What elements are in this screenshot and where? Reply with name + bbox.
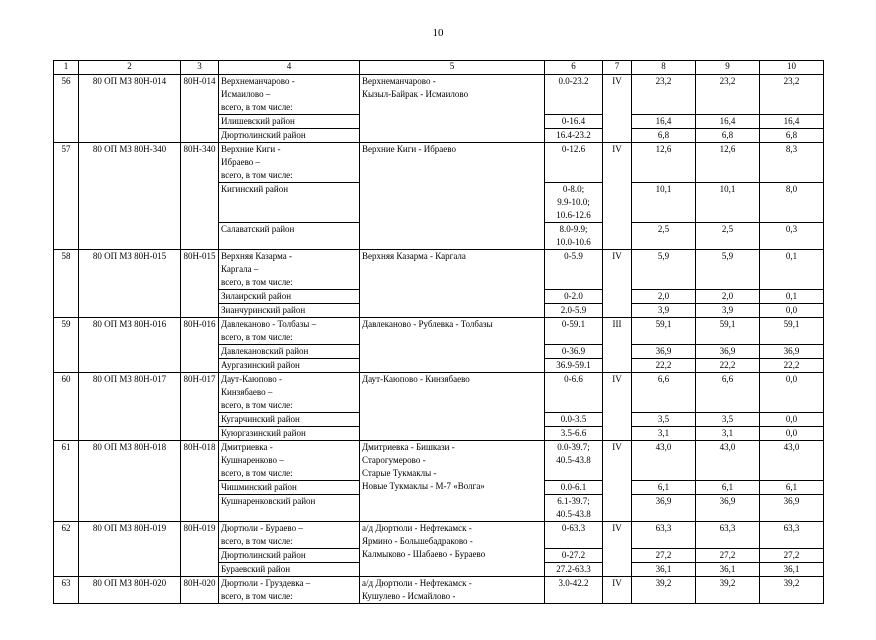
value-col9: 5,9 xyxy=(696,250,760,290)
road-route: а/д Дюртюли - Нефтекамск - Кушулево - Исмайлово - xyxy=(360,577,545,604)
district-value-col10: 36,9 xyxy=(760,345,824,359)
district-value-col9: 2,5 xyxy=(696,223,760,250)
district-value-col10: 36,1 xyxy=(760,563,824,577)
road-route: Верхние Киги - Ибраево xyxy=(360,143,545,250)
km-range: 3.0-42.2 xyxy=(545,577,603,604)
value-col8: 43,0 xyxy=(632,441,696,481)
column-header: 8 xyxy=(632,61,696,75)
road-code: 80Н-014 xyxy=(181,75,219,143)
district-value-col8: 3,1 xyxy=(632,427,696,441)
value-col10: 8,3 xyxy=(760,143,824,183)
table-row xyxy=(54,75,824,115)
district-value-col10: 0,0 xyxy=(760,427,824,441)
km-range: 0-63.3 xyxy=(545,522,603,549)
table-row xyxy=(54,577,824,604)
district-name: Куюргазинский район xyxy=(219,427,360,441)
district-value-col9: 3,9 xyxy=(696,304,760,318)
district-value-col8: 36,1 xyxy=(632,563,696,577)
district-value-col10: 6,1 xyxy=(760,481,824,495)
district-km-range: 0-16.4 xyxy=(545,115,603,129)
district-km-range: 8.0-9.9; 10.0-10.6 xyxy=(545,223,603,250)
row-number: 59 xyxy=(54,318,79,373)
column-header: 7 xyxy=(603,61,632,75)
district-name: Чишминский район xyxy=(219,481,360,495)
value-col8: 59,1 xyxy=(632,318,696,345)
district-value-col8: 2,5 xyxy=(632,223,696,250)
column-header: 3 xyxy=(181,61,219,75)
value-col10: 0,0 xyxy=(760,373,824,413)
road-id: 80 ОП МЗ 80Н-340 xyxy=(79,143,181,250)
district-km-range: 3.5-6.6 xyxy=(545,427,603,441)
road-name: Даут-Каюпово - Кинзябаево – всего, в том числе: xyxy=(219,373,360,413)
value-col10: 63,3 xyxy=(760,522,824,549)
value-col9: 23,2 xyxy=(696,75,760,115)
row-number: 56 xyxy=(54,75,79,143)
table-row xyxy=(54,373,824,413)
value-col9: 59,1 xyxy=(696,318,760,345)
district-value-col10: 16,4 xyxy=(760,115,824,129)
road-name: Верхние Киги - Ибраево – всего, в том числе: xyxy=(219,143,360,183)
district-name: Кугарчинский район xyxy=(219,413,360,427)
road-route: Верхнеманчарово - Кызыл-Байрак - Исмаилово xyxy=(360,75,545,143)
row-number: 62 xyxy=(54,522,79,577)
row-number: 58 xyxy=(54,250,79,318)
district-value-col9: 6,8 xyxy=(696,129,760,143)
district-value-col9: 22,2 xyxy=(696,359,760,373)
district-value-col9: 2,0 xyxy=(696,290,760,304)
district-value-col9: 27,2 xyxy=(696,549,760,563)
road-category: IV xyxy=(603,522,632,577)
road-route: Даут-Каюпово - Кинзябаево xyxy=(360,373,545,441)
road-code: 80Н-019 xyxy=(181,522,219,577)
value-col10: 43,0 xyxy=(760,441,824,481)
road-category: IV xyxy=(603,373,632,441)
district-name: Дюртюлинский район xyxy=(219,129,360,143)
road-name: Дюртюли - Груздевка – всего, в том числе: xyxy=(219,577,360,604)
road-category: III xyxy=(603,318,632,373)
road-code: 80Н-016 xyxy=(181,318,219,373)
district-km-range: 36.9-59.1 xyxy=(545,359,603,373)
district-value-col9: 3,1 xyxy=(696,427,760,441)
district-value-col8: 36,9 xyxy=(632,495,696,522)
district-km-range: 16.4-23.2 xyxy=(545,129,603,143)
district-value-col8: 22,2 xyxy=(632,359,696,373)
road-code: 80Н-020 xyxy=(181,577,219,604)
district-value-col9: 36,9 xyxy=(696,345,760,359)
district-value-col10: 27,2 xyxy=(760,549,824,563)
km-range: 0-6.6 xyxy=(545,373,603,413)
road-id: 80 ОП МЗ 80Н-015 xyxy=(79,250,181,318)
road-route: Верхняя Казарма - Каргала xyxy=(360,250,545,318)
road-code: 80Н-340 xyxy=(181,143,219,250)
road-category: IV xyxy=(603,441,632,522)
road-category: IV xyxy=(603,250,632,318)
road-name: Верхнеманчарово - Исмаилово – всего, в том числе: xyxy=(219,75,360,115)
district-name: Зианчуринский район xyxy=(219,304,360,318)
district-value-col10: 22,2 xyxy=(760,359,824,373)
district-value-col10: 6,8 xyxy=(760,129,824,143)
district-value-col9: 6,1 xyxy=(696,481,760,495)
value-col9: 43,0 xyxy=(696,441,760,481)
road-category: IV xyxy=(603,577,632,604)
district-km-range: 0-2.0 xyxy=(545,290,603,304)
page-number: 10 xyxy=(432,27,444,39)
road-category: IV xyxy=(603,143,632,250)
road-id: 80 ОП МЗ 80Н-017 xyxy=(79,373,181,441)
column-header: 2 xyxy=(79,61,181,75)
district-name: Илишевский район xyxy=(219,115,360,129)
column-header: 1 xyxy=(54,61,79,75)
district-value-col8: 6,1 xyxy=(632,481,696,495)
column-header: 5 xyxy=(360,61,545,75)
roads-table xyxy=(53,60,824,604)
value-col8: 63,3 xyxy=(632,522,696,549)
value-col9: 12,6 xyxy=(696,143,760,183)
km-range: 0.0-39.7; 40.5-43.8 xyxy=(545,441,603,481)
row-number: 61 xyxy=(54,441,79,522)
road-route: а/д Дюртюли - Нефтекамск - Ярмино - Большебадраково - Калмыково - Шабаево - Бураево xyxy=(360,522,545,577)
road-route: Дмитриевка - Бишкази - Старогумерово - Старые Тукмаклы - Новые Тукмаклы - М-7 «Волга» xyxy=(360,441,545,522)
value-col8: 5,9 xyxy=(632,250,696,290)
row-number: 57 xyxy=(54,143,79,250)
district-value-col10: 8,0 xyxy=(760,183,824,223)
district-km-range: 0.0-6.1 xyxy=(545,481,603,495)
district-km-range: 2.0-5.9 xyxy=(545,304,603,318)
district-name: Салаватский район xyxy=(219,223,360,250)
value-col10: 59,1 xyxy=(760,318,824,345)
km-range: 0.0-23.2 xyxy=(545,75,603,115)
district-km-range: 0-27.2 xyxy=(545,549,603,563)
district-km-range: 0-36.9 xyxy=(545,345,603,359)
road-name: Давлеканово - Толбазы – всего, в том числе: xyxy=(219,318,360,345)
road-name: Дмитриевка - Кушнаренково – всего, в том числе: xyxy=(219,441,360,481)
table-row xyxy=(54,441,824,481)
road-code: 80Н-015 xyxy=(181,250,219,318)
value-col9: 39,2 xyxy=(696,577,760,604)
district-name: Давлекановский район xyxy=(219,345,360,359)
road-id: 80 ОП МЗ 80Н-019 xyxy=(79,522,181,577)
district-km-range: 27.2-63.3 xyxy=(545,563,603,577)
district-name: Зилаирский район xyxy=(219,290,360,304)
table-row xyxy=(54,143,824,183)
value-col9: 6,6 xyxy=(696,373,760,413)
column-header: 6 xyxy=(545,61,603,75)
road-id: 80 ОП МЗ 80Н-018 xyxy=(79,441,181,522)
road-id: 80 ОП МЗ 80Н-020 xyxy=(79,577,181,604)
row-number: 60 xyxy=(54,373,79,441)
district-value-col8: 36,9 xyxy=(632,345,696,359)
value-col8: 39,2 xyxy=(632,577,696,604)
road-name: Верхняя Казарма - Каргала – всего, в том числе: xyxy=(219,250,360,290)
district-km-range: 0-8.0; 9.9-10.0; 10.6-12.6 xyxy=(545,183,603,223)
km-range: 0-5.9 xyxy=(545,250,603,290)
district-value-col10: 0,3 xyxy=(760,223,824,250)
road-category: IV xyxy=(603,75,632,143)
value-col10: 0,1 xyxy=(760,250,824,290)
road-id: 80 ОП МЗ 80Н-014 xyxy=(79,75,181,143)
column-header: 9 xyxy=(696,61,760,75)
district-value-col9: 36,1 xyxy=(696,563,760,577)
road-name: Дюртюли - Бураево – всего, в том числе: xyxy=(219,522,360,549)
district-value-col8: 6,8 xyxy=(632,129,696,143)
value-col8: 23,2 xyxy=(632,75,696,115)
district-value-col10: 36,9 xyxy=(760,495,824,522)
district-value-col8: 3,5 xyxy=(632,413,696,427)
header-row xyxy=(54,61,824,75)
road-id: 80 ОП МЗ 80Н-016 xyxy=(79,318,181,373)
column-header: 4 xyxy=(219,61,360,75)
district-name: Бураевский район xyxy=(219,563,360,577)
value-col10: 39,2 xyxy=(760,577,824,604)
district-value-col8: 2,0 xyxy=(632,290,696,304)
value-col10: 23,2 xyxy=(760,75,824,115)
column-header: 10 xyxy=(760,61,824,75)
district-value-col9: 16,4 xyxy=(696,115,760,129)
row-number: 63 xyxy=(54,577,79,604)
district-km-range: 0.0-3.5 xyxy=(545,413,603,427)
district-name: Кушнаренковский район xyxy=(219,495,360,522)
road-code: 80Н-017 xyxy=(181,373,219,441)
district-name: Дюртюлинский район xyxy=(219,549,360,563)
km-range: 0-59.1 xyxy=(545,318,603,345)
table-row xyxy=(54,250,824,290)
district-km-range: 6.1-39.7; 40.5-43.8 xyxy=(545,495,603,522)
value-col9: 63,3 xyxy=(696,522,760,549)
district-value-col8: 27,2 xyxy=(632,549,696,563)
district-value-col9: 3,5 xyxy=(696,413,760,427)
district-name: Аургазинский район xyxy=(219,359,360,373)
table-row xyxy=(54,318,824,345)
value-col8: 12,6 xyxy=(632,143,696,183)
road-code: 80Н-018 xyxy=(181,441,219,522)
district-value-col10: 0,1 xyxy=(760,290,824,304)
km-range: 0-12.6 xyxy=(545,143,603,183)
district-value-col10: 0,0 xyxy=(760,304,824,318)
district-value-col9: 36,9 xyxy=(696,495,760,522)
table-row xyxy=(54,522,824,549)
district-value-col10: 0,0 xyxy=(760,413,824,427)
district-value-col9: 10,1 xyxy=(696,183,760,223)
road-route: Давлеканово - Рублевка - Толбазы xyxy=(360,318,545,373)
district-value-col8: 3,9 xyxy=(632,304,696,318)
district-value-col8: 10,1 xyxy=(632,183,696,223)
district-value-col8: 16,4 xyxy=(632,115,696,129)
district-name: Кигинский район xyxy=(219,183,360,223)
value-col8: 6,6 xyxy=(632,373,696,413)
